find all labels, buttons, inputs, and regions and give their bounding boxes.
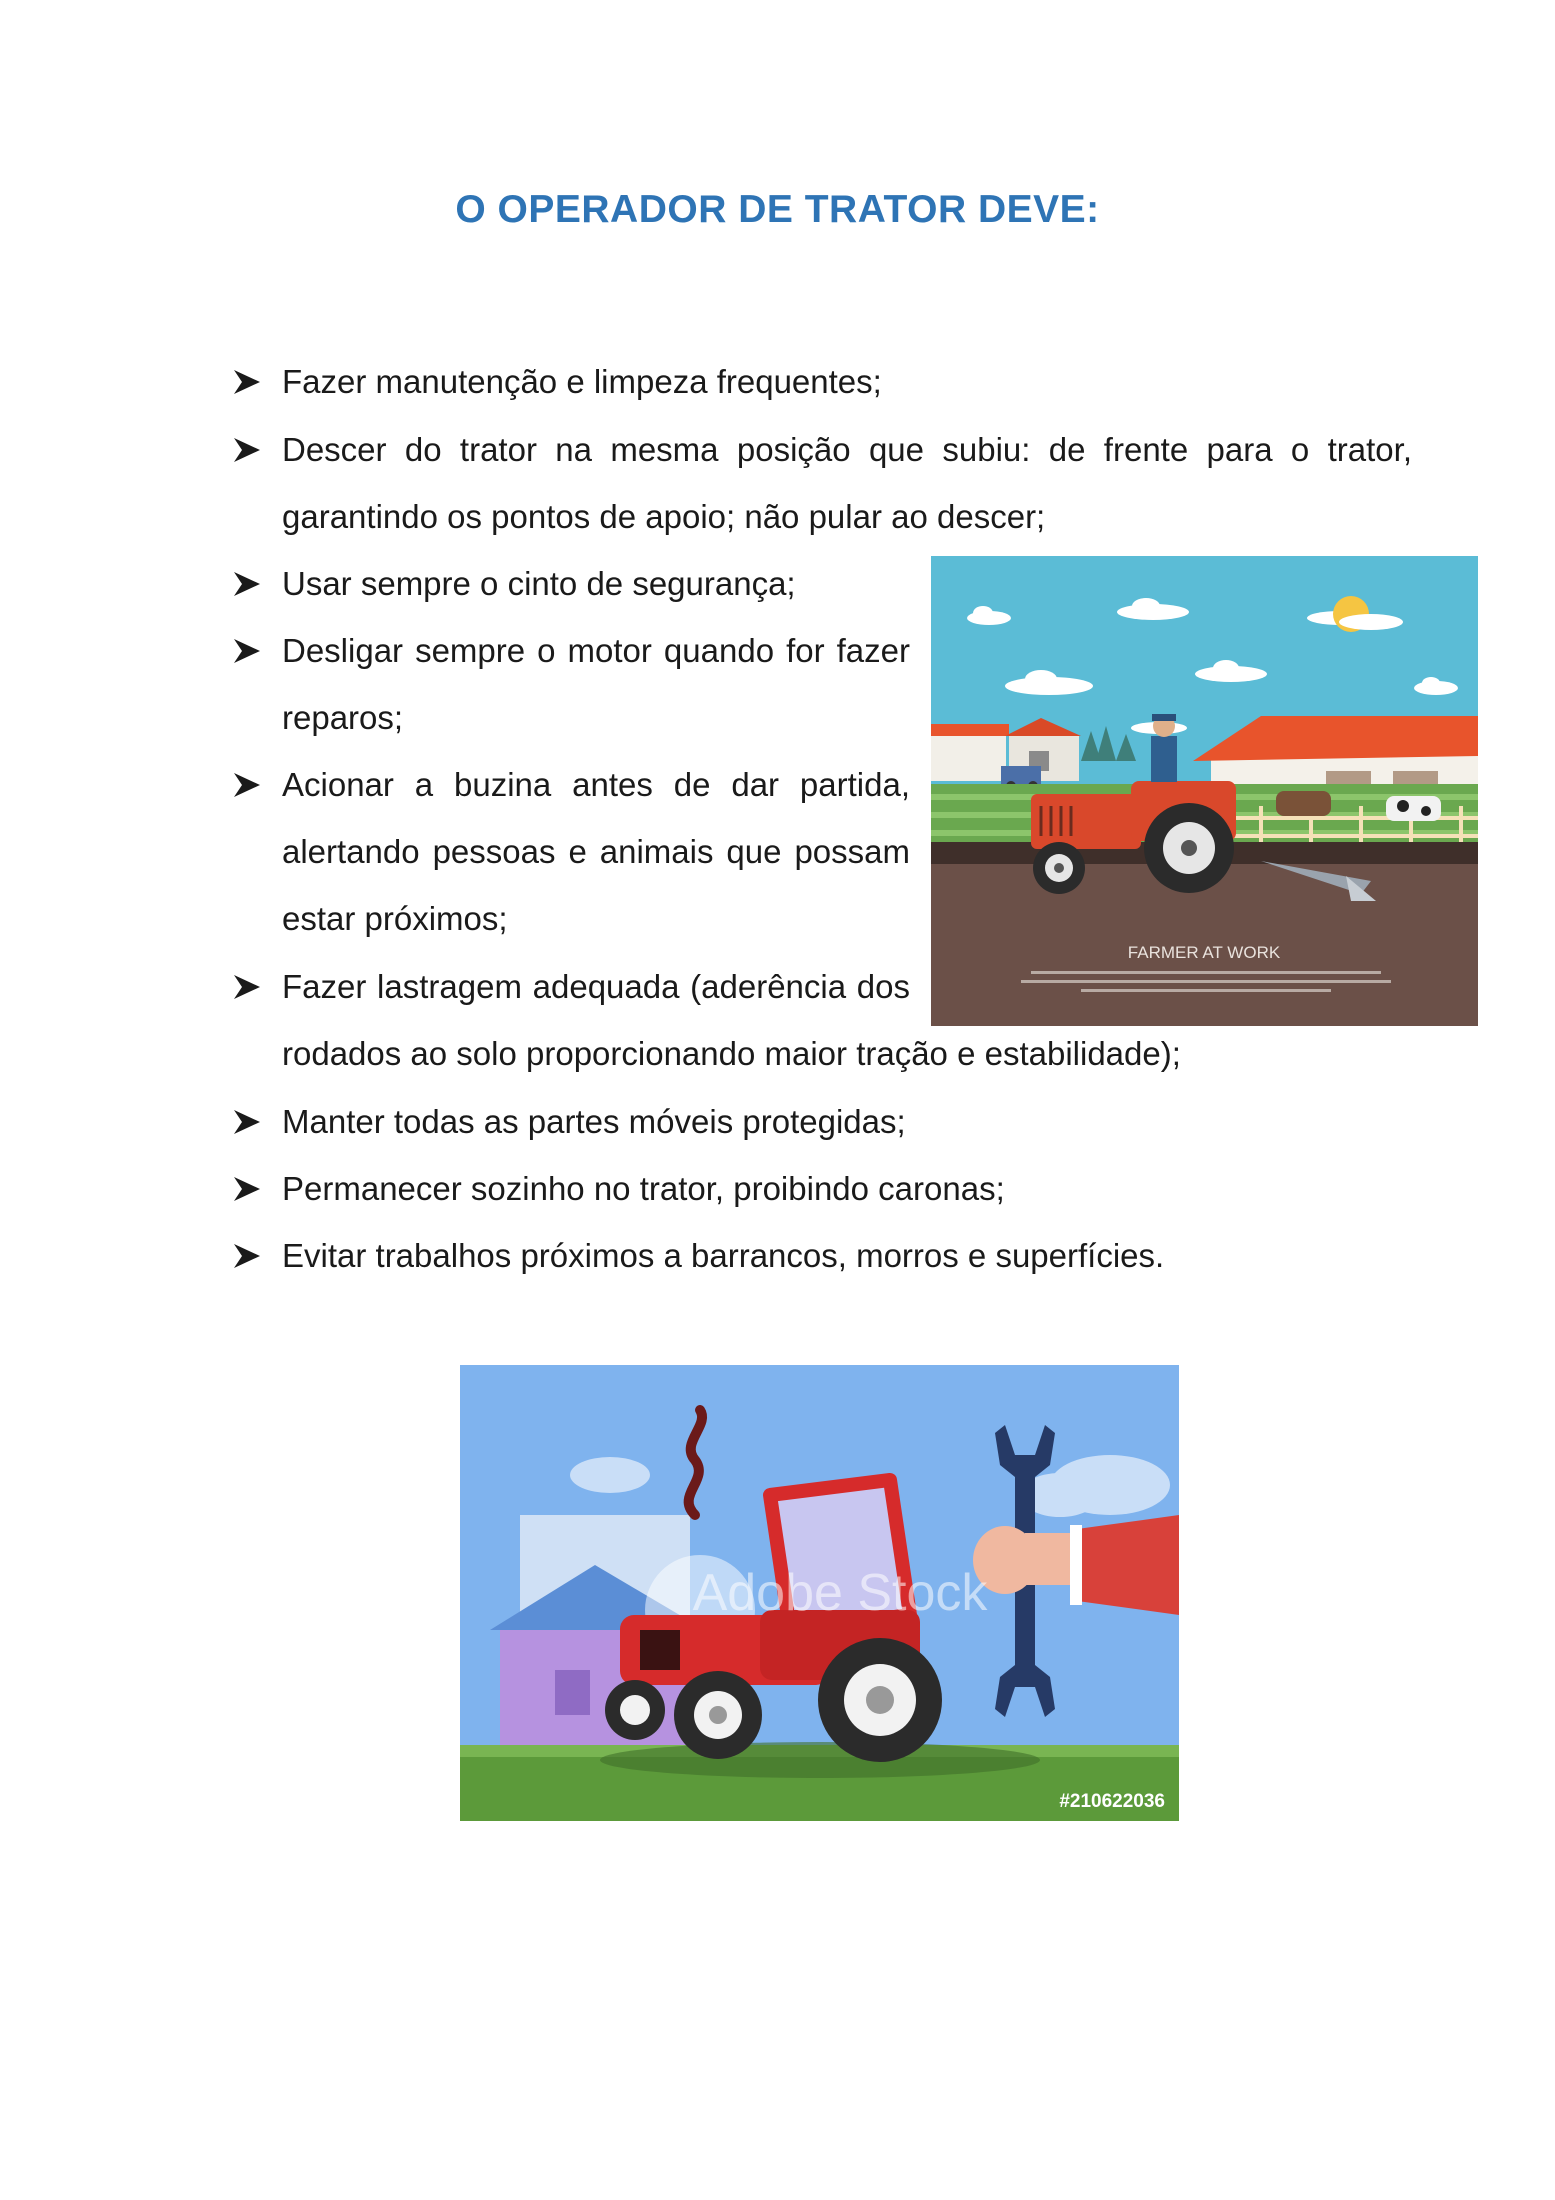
arrow-bullet-icon <box>232 1175 262 1203</box>
list-item-line: alertando pessoas e animais que possam <box>282 833 910 870</box>
arrow-bullet-icon <box>232 973 262 1001</box>
stock-id: #210622036 <box>1059 1791 1165 1812</box>
watermark-text: Adobe Stock <box>692 1564 988 1622</box>
list-item-line: estar próximos; <box>282 900 508 937</box>
list-item-line: Acionar a buzina antes de dar partida, <box>282 766 910 803</box>
arrow-bullet-icon <box>232 771 262 799</box>
figure-caption: FARMER AT WORK <box>1127 943 1281 962</box>
list-item-line: garantindo os pontos de apoio; não pular ao descer; <box>282 498 1046 535</box>
list-item-line: reparos; <box>282 699 404 736</box>
tractor-repair-illustration <box>460 1365 1179 1821</box>
arrow-bullet-icon <box>232 637 262 665</box>
list-item-line: Evitar trabalhos próximos a barrancos, morros e superfícies. <box>282 1237 1165 1274</box>
farmer-at-work-illustration <box>931 556 1478 1026</box>
arrow-bullet-icon <box>232 1108 262 1136</box>
list-item-line: Fazer manutenção e limpeza frequentes; <box>282 363 882 400</box>
arrow-bullet-icon <box>232 1242 262 1270</box>
arrow-bullet-icon <box>232 570 262 598</box>
list-item-line: Manter todas as partes móveis protegidas; <box>282 1103 906 1140</box>
list-item-line: Desligar sempre o motor quando for fazer <box>282 632 910 669</box>
arrow-bullet-icon <box>232 368 262 396</box>
list-item-line: Permanecer sozinho no trator, proibindo caronas; <box>282 1170 1005 1207</box>
page-title: O OPERADOR DE TRATOR DEVE: <box>455 188 1100 231</box>
list-item-line: rodados ao solo proporcionando maior tração e estabilidade); <box>282 1035 1181 1072</box>
arrow-bullet-icon <box>232 436 262 464</box>
list-item-line: Usar sempre o cinto de segurança; <box>282 565 796 602</box>
list-item-line: Fazer lastragem adequada (aderência dos <box>282 968 910 1005</box>
list-item-line: Descer do trator na mesma posição que subiu: de frente para o trator, <box>282 431 1412 468</box>
